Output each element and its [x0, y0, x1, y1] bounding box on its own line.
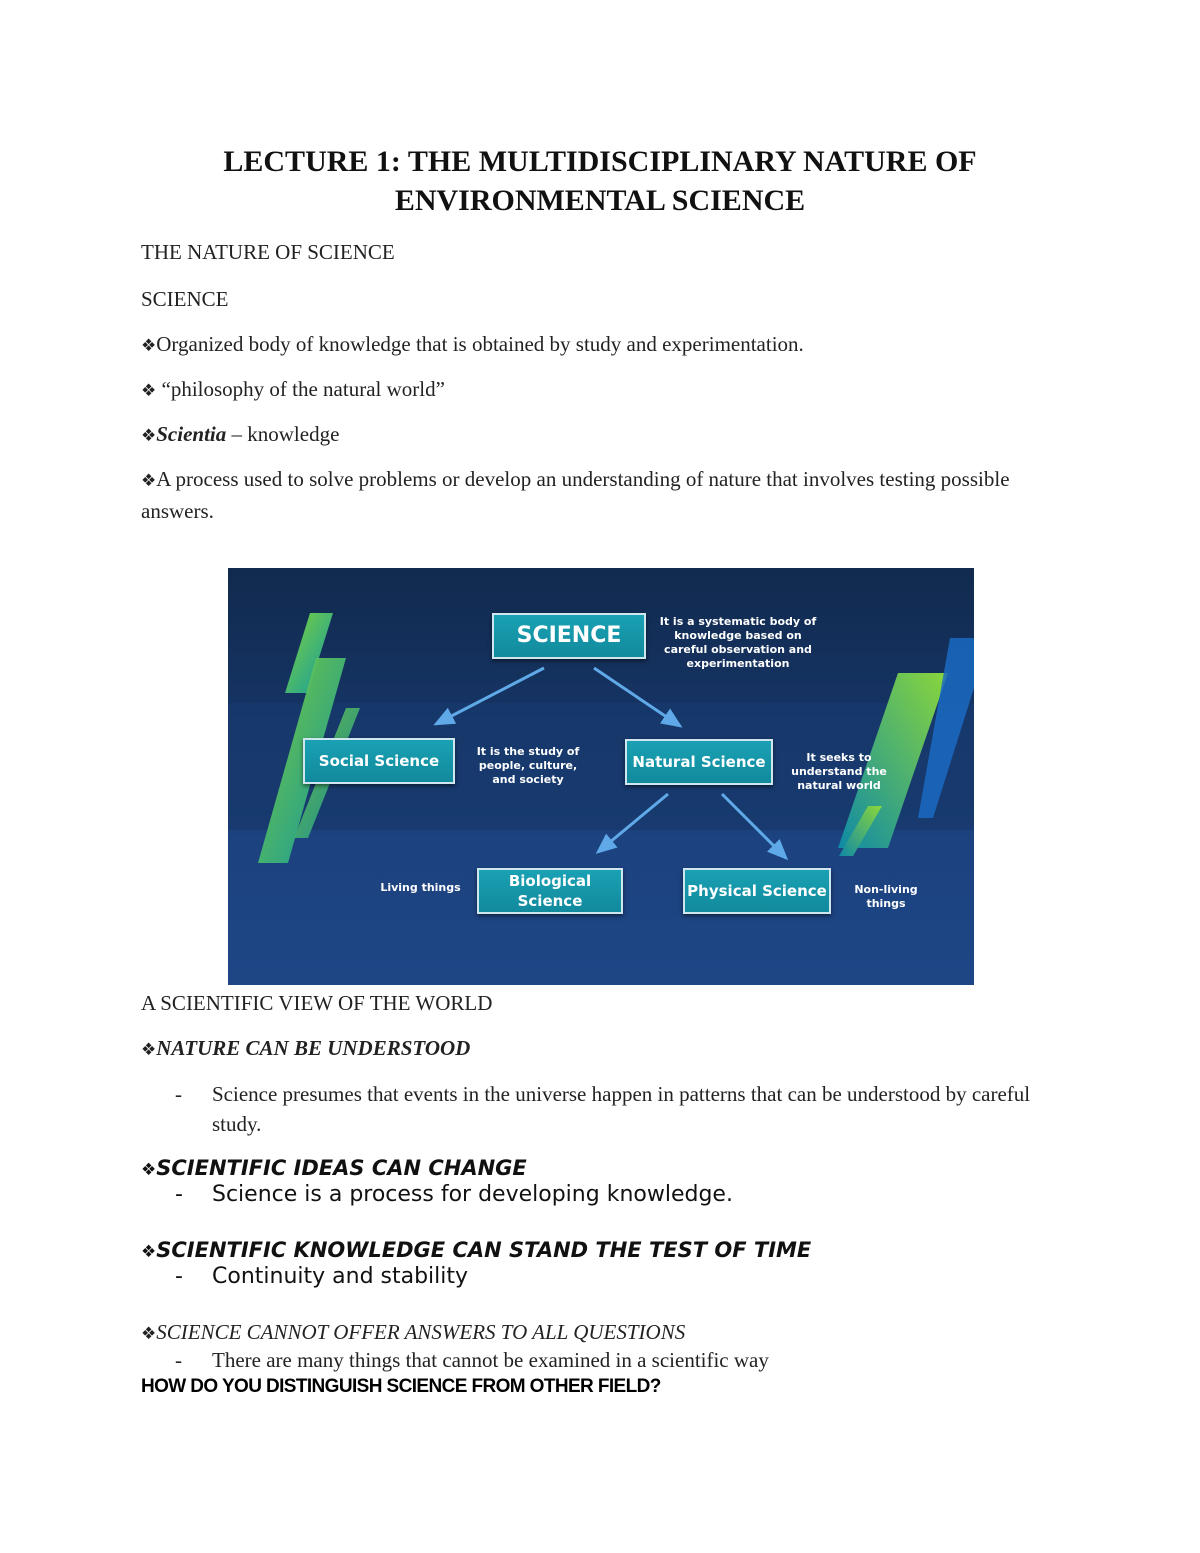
bullet-3-text: – knowledge	[226, 422, 340, 446]
biological-science-description: Living things	[380, 881, 461, 894]
bullet-2	[141, 374, 445, 406]
natural-science-description: It seeks to understand the natural world	[791, 751, 887, 792]
point-1-heading-text: NATURE CAN BE UNDERSTOOD	[156, 1036, 471, 1060]
physical-science-description: Non-living things	[854, 883, 918, 910]
dash-marker: -	[175, 1082, 182, 1106]
bullet-1	[141, 329, 804, 361]
bullet-diamond-icon: ❖	[141, 381, 157, 400]
title-line-2: ENVIRONMENTAL SCIENCE	[394, 184, 806, 217]
bullet-diamond-icon: ❖	[141, 426, 157, 445]
science-box: SCIENCE	[492, 613, 646, 659]
dash-marker: -	[175, 1182, 183, 1207]
bullet-diamond-icon: ❖	[141, 1160, 157, 1180]
dash-marker: -	[175, 1348, 182, 1372]
point-3-text: Continuity and stability	[212, 1264, 469, 1289]
page-title	[0, 142, 1200, 220]
bullet-3-term: Scientia	[156, 422, 227, 446]
dash-marker: -	[175, 1264, 183, 1289]
science-description: It is a systematic body of knowledge based on careful observation and experimentation	[659, 615, 817, 670]
section-heading: THE NATURE OF SCIENCE	[141, 240, 395, 264]
bullet-4-text: A process used to solve problems or develop an understanding of nature that involves testing possible answers.	[141, 467, 1010, 523]
social-science-box: Social Science	[303, 738, 455, 784]
bullet-diamond-icon: ❖	[141, 1324, 157, 1343]
view-heading: A SCIENTIFIC VIEW OF THE WORLD	[141, 991, 493, 1015]
natural-science-box: Natural Science	[625, 739, 773, 785]
bullet-diamond-icon: ❖	[141, 471, 157, 490]
point-2-text: Science is a process for developing knowledge.	[212, 1182, 733, 1207]
bullet-diamond-icon: ❖	[141, 336, 157, 355]
biological-science-box: Biological Science	[477, 868, 623, 914]
bullet-diamond-icon: ❖	[141, 1242, 157, 1262]
social-science-description: It is the study of people, culture, and society	[476, 745, 580, 786]
point-1-heading	[141, 1033, 470, 1065]
point-4-heading-text: SCIENCE CANNOT OFFER ANSWERS TO ALL QUESTIONS	[156, 1320, 686, 1344]
point-2-heading-text: SCIENTIFIC IDEAS CAN CHANGE	[156, 1156, 527, 1180]
science-diagram	[228, 568, 974, 985]
bullet-4	[141, 464, 1061, 526]
closing-question: HOW DO YOU DISTINGUISH SCIENCE FROM OTHER FIELD?	[141, 1376, 661, 1397]
point-4-text: There are many things that cannot be examined in a scientific way	[212, 1348, 769, 1372]
bullet-diamond-icon: ❖	[141, 1040, 157, 1059]
point-1-text: Science presumes that events in the universe happen in patterns that can be understood by careful study.	[212, 1082, 1031, 1136]
bullet-1-text: Organized body of knowledge that is obtained by study and experimentation.	[156, 332, 804, 356]
title-line-1: LECTURE 1: THE MULTIDISCIPLINARY NATURE OF	[223, 145, 977, 178]
physical-science-box: Physical Science	[683, 868, 831, 914]
subheading-science: SCIENCE	[141, 287, 229, 311]
point-3-heading-text: SCIENTIFIC KNOWLEDGE CAN STAND THE TEST OF TIME	[156, 1238, 812, 1262]
bullet-3	[141, 419, 339, 451]
bullet-2-text: “philosophy of the natural world”	[156, 377, 445, 401]
